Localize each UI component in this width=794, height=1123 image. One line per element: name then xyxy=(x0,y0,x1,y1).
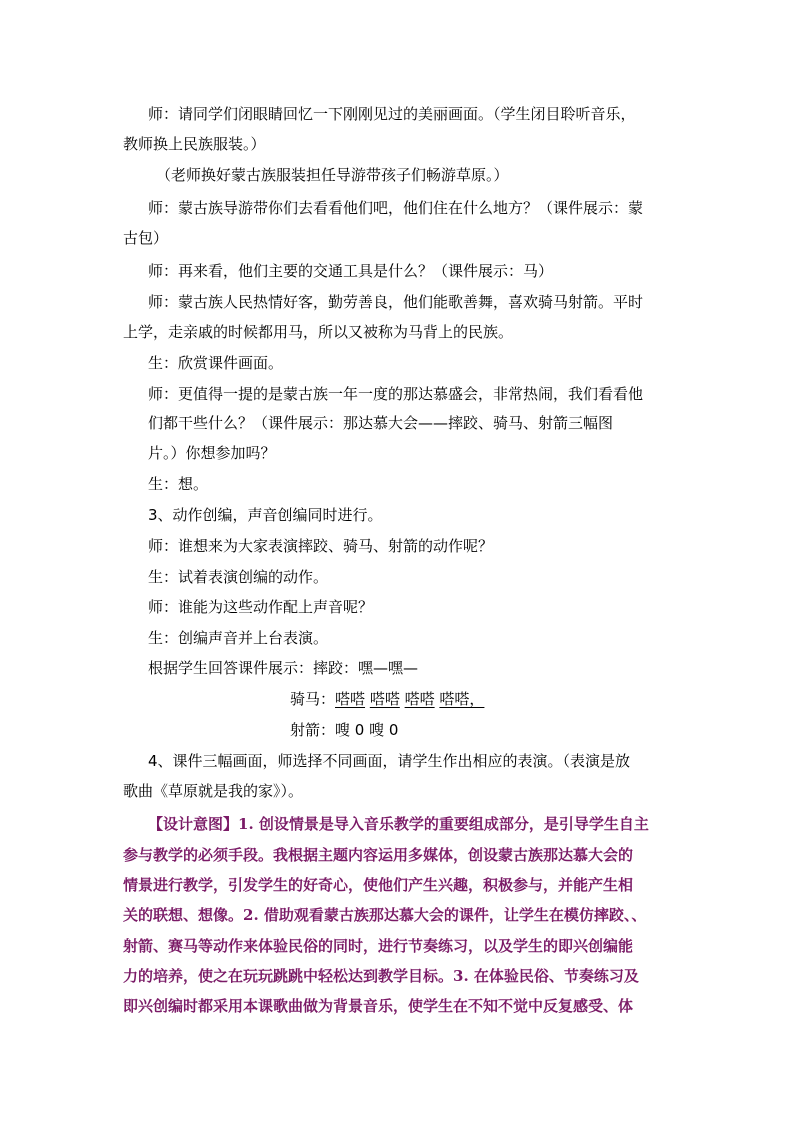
design-intent-line: 【设计意图】1. 创设情景是导入音乐教学的重要组成部分，是引导学生自主 xyxy=(148,815,649,833)
riding-sound-line xyxy=(290,689,484,709)
paragraph-line: 生：试着表演创编的动作。 xyxy=(148,568,329,586)
riding-sound: 嗒嗒 xyxy=(404,690,435,708)
design-intent-line: 即兴创编时都采用本课歌曲做为背景音乐，使学生在不知不觉中反复感受、体 xyxy=(123,997,634,1015)
riding-sound: 嗒嗒 xyxy=(335,690,366,708)
paragraph-line: 们都干些什么？（课件展示：那达慕大会——摔跤、骑马、射箭三幅图 xyxy=(148,414,614,432)
riding-label: 骑马： xyxy=(290,690,336,708)
design-intent-line: 参与教学的必须手段。我根据主题内容运用多媒体，创设蒙古族那达慕大会的 xyxy=(123,846,634,864)
paragraph-line: 4、课件三幅画面，师选择不同画面，请学生作出相应的表演。（表演是放 xyxy=(148,752,631,770)
paragraph-line: 师：再来看，他们主要的交通工具是什么？（课件展示：马） xyxy=(148,262,554,280)
paragraph-line: 片。）你想参加吗？ xyxy=(148,444,276,462)
paragraph-line: 师：谁想来为大家表演摔跤、骑马、射箭的动作呢？ xyxy=(148,537,494,555)
paragraph-line: 师：更值得一提的是蒙古族一年一度的那达慕盛会，非常热闹，我们看看他 xyxy=(148,385,644,403)
riding-sound: 嗒嗒， xyxy=(439,690,485,708)
paragraph-line: 师：请同学们闭眼睛回忆一下刚刚见过的美丽画面。（学生闭目聆听音乐， xyxy=(148,105,636,123)
paragraph-line: 上学，走亲戚的时候都用马，所以又被称为马背上的民族。 xyxy=(123,323,514,341)
paragraph-line: 师：蒙古族导游带你们去看看他们吧，他们住在什么地方？（课件展示：蒙 xyxy=(148,199,644,217)
paragraph-line: 教师换上民族服装。） xyxy=(123,135,266,153)
paragraph-line: （老师换好蒙古族服装担任导游带孩子们畅游草原。） xyxy=(156,166,509,184)
design-intent-heading: 【设计意图】 xyxy=(148,815,239,833)
paragraph-line: 古包） xyxy=(123,229,169,247)
paragraph-line: 生：想。 xyxy=(148,475,209,493)
paragraph-line: 根据学生回答课件展示：摔跤：嘿—嘿— xyxy=(148,659,419,677)
paragraph-line: 生：创编声音并上台表演。 xyxy=(148,629,329,647)
paragraph-line: 师：谁能为这些动作配上声音呢？ xyxy=(148,598,374,616)
design-intent-line: 关的联想、想像。2. 借助观看蒙古族那达慕大会的课件，让学生在模仿摔跤、、 xyxy=(123,906,647,924)
archery-sound-line: 射箭：嗖 0 嗖 0 xyxy=(290,721,399,739)
riding-sound: 嗒嗒 xyxy=(369,690,400,708)
design-intent-line: 射箭、赛马等动作来体验民俗的同时，进行节奏练习，以及学生的即兴创编能 xyxy=(123,937,634,955)
paragraph-line: 3、动作创编，声音创编同时进行。 xyxy=(148,506,383,524)
paragraph-line: 生：欣赏课件画面。 xyxy=(148,354,284,372)
paragraph-line: 歌曲《草原就是我的家》）。 xyxy=(123,782,304,800)
paragraph-line: 师：蒙古族人民热情好客，勤劳善良，他们能歌善舞，喜欢骑马射箭。平时 xyxy=(148,293,644,311)
design-intent-line: 力的培养，使之在玩玩跳跳中轻松达到教学目标。3. 在体验民俗、节奏练习及 xyxy=(123,967,639,985)
design-intent-line: 情景进行教学，引发学生的好奇心，使他们产生兴趣，积极参与，并能产生相 xyxy=(123,876,634,894)
